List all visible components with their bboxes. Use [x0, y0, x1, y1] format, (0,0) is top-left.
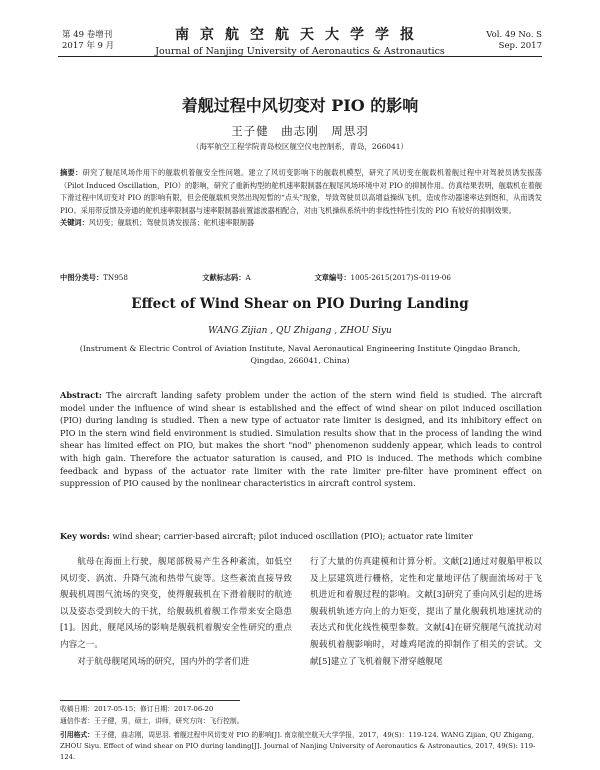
header-volume-info [62, 30, 114, 52]
clc-label: 中图分类号： [60, 273, 104, 282]
footnote-citation [60, 730, 542, 763]
abstract-en-label: Abstract: [60, 390, 102, 400]
header-journal [130, 24, 470, 57]
journal-name-cn: 南京航空航天大学学报 [175, 27, 425, 43]
abstract-cn-text: 研究了舰尾风场作用下的舰载机着舰安全性问题。建立了风切变影响下的舰载机模型，研究了风切变在舰载机着舰过程中对驾驶员诱发振荡（Pilot Induced Oscillation，PIO）的影响，研究了重新构型的舵机速率限制器在舰尾风场环境中对 PIO 的抑制作用。仿真结果表明，舰载机在着舰下滑过程中风切变对 PIO 的影响有限，但会使舰载机突然出现短暂的“点头”现象，导致驾驶员以高增益操纵飞机，造成作动器速率达到饱和，从而诱发 PIO。采用带反馈及旁通的舵机速率限制器与速率限制器前置滤波器相配合，对由飞机操纵系统中的非线性特性引发的 PIO 有较好的抑制效果。 [60, 168, 542, 215]
header-volume-cn: 第 49 卷增刊 [62, 30, 113, 40]
footnote-author: 通信作者：王子健，男，硕士，讲师，研究方向：飞行控制。 [60, 717, 244, 725]
classification-line [60, 273, 542, 283]
header-volume-en: Vol. 49 No. S [486, 30, 542, 40]
keywords-en-block [60, 531, 542, 541]
abstract-en [60, 389, 542, 490]
header-rule [58, 56, 542, 57]
body-paragraph: 行了大量的仿真建模和计算分析。文献[2]通过对舰船甲板以及上层建筑进行栅格，定性和定量地评估了舰面流场对于飞机进近和着舰过程的影响。文献[3]研究了垂向风引起的进场舰载机轨迹方向上的力矩变，提出了量化舰载机地速扰动的表达式和优化线性模型参数。文献[4]在研究舰尾气流扰动对舰载机着舰影响时，对雄鸡尾流的抑制作了相关的尝试。文献[5]建立了飞机着舰下滑穿越舰尾 [310, 557, 542, 667]
affiliation-cn: （海军航空工程学院青岛校区舰空仪电控制系，青岛，266041） [191, 142, 409, 151]
affiliation-en-line2: Qingdao, 266041, China) [250, 356, 350, 365]
citation-label: 引用格式： [60, 731, 94, 739]
header-date-cn: 2017 年 9 月 [62, 41, 115, 51]
paper-title-en: Effect of Wind Shear on PIO During Landing [131, 296, 469, 312]
affiliation-en-line1: (Instrument & Electric Control of Aviation Institute, Naval Aeronautical Engineering Institute Qingdao Branch, [79, 344, 521, 353]
journal-name-en: Journal of Nanjing University of Aeronautics & Astronautics [155, 46, 445, 57]
header-date-en: Sep. 2017 [498, 41, 542, 51]
doc-code-value: A [245, 273, 251, 282]
body-column-right [310, 554, 542, 670]
citation-text: 王子健，曲志刚，周思羽. 着舰过程中风切变对 PIO 的影响[J]. 南京航空航天大学学报，2017，49(S)：119-124. WANG Zijian, QU Zhigang, ZHOU Siyu. Effect of wind shear on PIO during landing[J]. Journal of Nanjing University of Aeronautics & Astronautics, 2017, 49(S): 119-124. [60, 731, 536, 761]
clc-value: TN958 [103, 273, 128, 282]
abstract-en-text: The aircraft landing safety problem under the action of the stern wind field is studied. The aircraft model under the influence of wind shear is established and the effect of wind shear on pilot induced oscillation (PIO) during landing is studied. Then a new type of actuator rate limiter is designed, and its inhibitory effect on PIO in the stern wind field environment is studied. Simulation results show that in the process of landing the wind shear has limited effect on PIO, but makes the short "nod" phenomenon suddenly appear, which leads to control with high gain. Therefore the actuator saturation is caused, and PIO is induced. The methods which combine feedback and bypass of the actuator rate limiter with the rate limiter pre-filter have prominent effect on suppression of PIO caused by the nonlinear characteristics in aircraft control system. [60, 390, 542, 489]
keywords-en: wind shear; carrier-based aircraft; pilot induced oscillation (PIO); actuator rate limiter [112, 531, 473, 541]
body-paragraph: 航母在海面上行驶，舰尾部极易产生各种紊流，如低空风切变、涡流、升降气流和热带气旋等。这些紊流直接导致舰载机周围气流场的突变，使得舰载机在下滑着舰时的航迹以及姿态受到较大的干扰，给舰载机着舰工作带来安全隐患[1]。因此，舰尾风场的影响是舰载机着舰安全性研究的重点内容之一。 [60, 557, 292, 650]
authors-en: WANG Zijian , QU Zhigang , ZHOU Siyu [208, 326, 392, 336]
body-paragraph: 对于航母舰尾风场的研究，国内外的学者们进 [77, 656, 250, 667]
footnote-received: 收稿日期：2017-05-15；修订日期：2017-06-20 [60, 705, 214, 713]
authors-cn: 王子健 曲志刚 周思羽 [231, 124, 369, 138]
abstract-cn-label: 摘要： [60, 168, 83, 177]
keywords-cn: 风切变；舰载机；驾驶员诱发振荡；舵机速率限制器 [88, 218, 255, 227]
footnote-rule [60, 700, 240, 701]
article-no-value: 1005-2615(2017)S-0119-06 [350, 273, 451, 282]
doc-code-label: 文献标志码： [202, 273, 246, 282]
keywords-cn-label: 关键词： [60, 218, 89, 227]
keywords-en-label: Key words: [60, 531, 110, 541]
header-volume-info-en [486, 30, 542, 52]
paper-title-cn: 着舰过程中风切变对 PIO 的影响 [181, 96, 419, 115]
article-no-label: 文章编号： [314, 273, 351, 282]
body-column-left [60, 554, 292, 670]
affiliation-en [70, 343, 530, 367]
abstract-cn [60, 167, 542, 230]
